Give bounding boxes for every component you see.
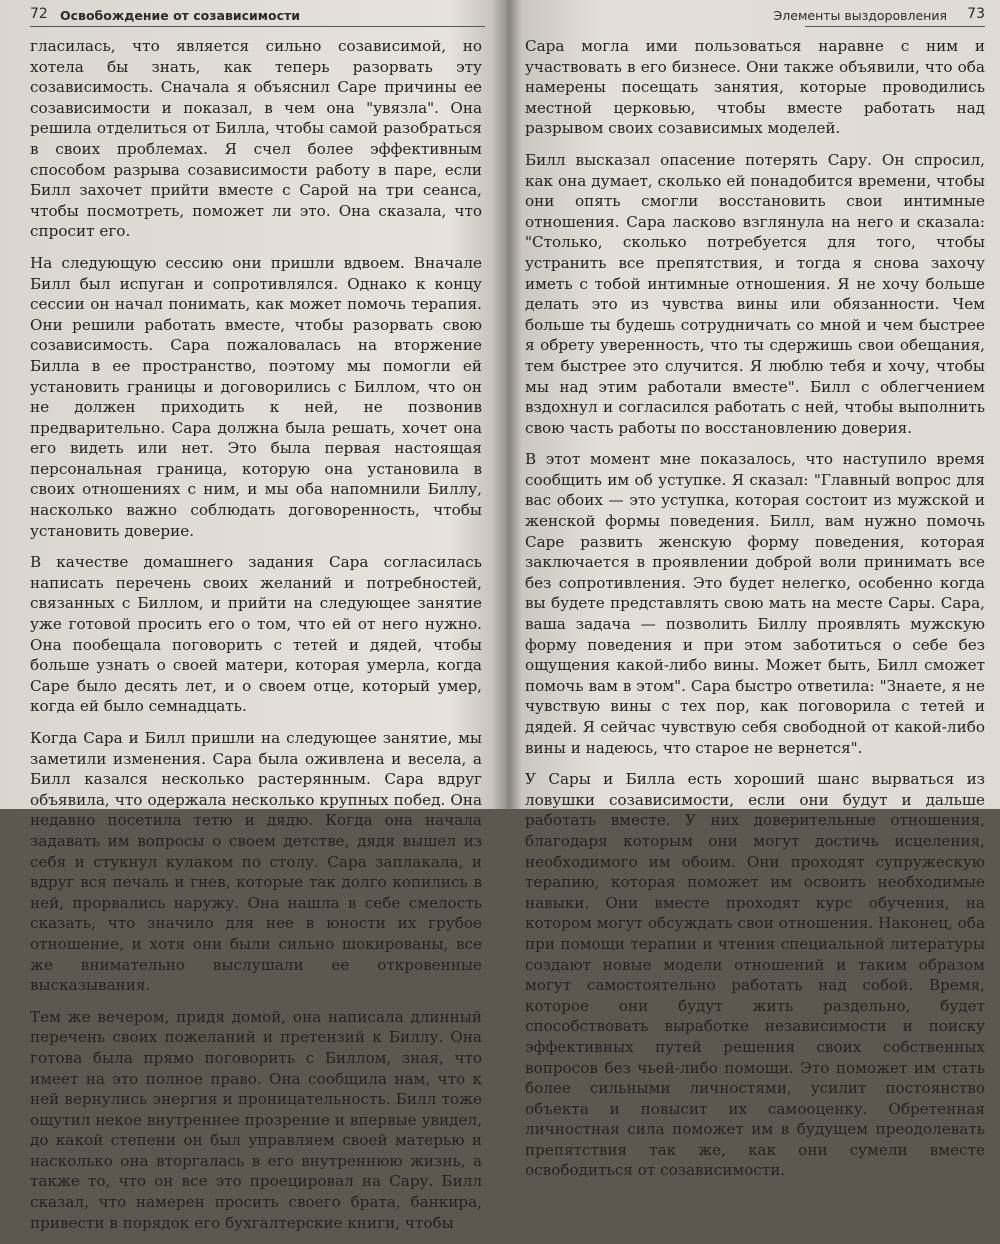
paragraph: Когда Сара и Билл пришли на следующее занятие, мы заметили изменения. Сара была оживлена и весела, а Билл казался несколько растерянным. Сара вдруг объявила, что одержала несколько крупных побед. Она недавно посетила тетю и дядю. Когда она начала задавать им вопросы о своем детстве, дядя вышел из себя и стукнул кулаком по столу. Сара заплакала, и вдруг вся печаль и гнев, которые так долго копились в ней, прорвались наружу. Она нашла в себе смелость сказать, что значило для нее в юности их грубое отношение, и хотя они были сильно шокированы, все же внимательно выслушали ее откровенные высказывания. (30, 729, 482, 995)
right-header-rule (805, 26, 985, 27)
left-running-title: Освобождение от созависимости (60, 8, 301, 23)
paragraph: Билл высказал опасение потерять Сару. Он спросил, как она думает, сколько ей понадобится времени, чтобы они опять смогли восстановить свои интимные отношения. Сара ласково взглянула на него и сказала: "Столько, сколько потребуется для того, чтобы устранить все препятствия, и тогда я снова захочу иметь с тобой интимные отношения. Я не хочу больше делать это из чувства вины или обязанности. Чем больше ты будешь сотрудничать со мной и чем быстрее я обрету уверенность, что ты сдержишь свои обещания, тем быстрее это случится. Я люблю тебя и хочу, чтобы мы над этим работали вместе". Билл с облегчением вздохнул и согласился работать с ней, чтобы выполнить свою часть работы по восстановлению доверия. (525, 150, 985, 437)
right-page-body (525, 36, 985, 1192)
left-header-rule (30, 26, 485, 27)
right-page-number: 73 (967, 6, 985, 22)
paragraph: У Сары и Билла есть хороший шанс вырваться из ловушки созависимости, если они будут и дальше работать вместе. У них доверительные отношения, благодаря которым они могут достичь исцеления, необходимого им обоим. Они проходят супружескую терапию, которая поможет им освоить необходимые навыки. Они вместе проходят курс обучения, на котором могут обсуждать свои отношения. Наконец, оба при помощи терапии и чтения специальной литературы создают новые модели отношений и таким образом могут самостоятельно работать над собой. Время, которое они будут жить раздельно, будет способствовать выработке независимости и поиску эффективных путей решения своих собственных вопросов без чьей-либо помощи. Это поможет им стать более сильными личностями, усилит постоянство объекта и повысит их самооценку. Обретенная личностная сила поможет им в будущем преодолевать препятствия так же, как они сумели вместе освободиться от созависимости. (525, 770, 985, 1180)
right-page (515, 0, 1000, 1180)
left-page (0, 0, 500, 1232)
left-page-header (30, 6, 485, 26)
paragraph: В этот момент мне показалось, что наступило время сообщить им об уступке. Я сказал: "Главный вопрос для вас обоих — это уступка, которая состоит из мужской и женской формы поведения. Билл, вам нужно помочь Саре развить женскую форму поведения, которая заключается в проявлении доброй воли принимать все без сопротивления. Это будет нелегко, особенно когда вы будете представлять свою мать на месте Сары. Сара, ваша задача — позволить Биллу проявлять мужскую форму поведения и при этом заботиться о себе без ощущения какой-либо вины. Может быть, Билл сможет помочь вам в этом". Сара быстро ответила: "Знаете, я не чувствую вины с тех пор, как поговорила с тетей и дядей. Я сейчас чувствую себя свободной от какой-либо вины и надеюсь, что старое не вернется". (525, 450, 985, 757)
paragraph: Тем же вечером, придя домой, она написала длинный перечень своих пожеланий и претензий к Биллу. Она готова была прямо поговорить с Биллом, зная, что имеет на это полное право. Она сообщила нам, что к ней вернулись энергия и проницательность. Билл тоже ощутил некое внутреннее прозрение и впервые увидел, до какой степени он был управляем своей матерью и насколько она вторгалась в его внутреннюю жизнь, а также то, что он все это проецировал на Сару. Билл сказал, что намерен просить своего брата, банкира, привести в порядок его бухгалтерские книги, чтобы (30, 1007, 482, 1232)
paragraph: В качестве домашнего задания Сара согласилась написать перечень своих желаний и потребностей, связанных с Биллом, и прийти на следующее занятие уже готовой просить его о том, что ей от него нужно. Она пообещала поговорить с тетей и дядей, чтобы больше узнать о своей матери, которая умерла, когда Саре было десять лет, и о своем отце, который умер, когда ей было семнадцать. (30, 553, 482, 716)
right-page-header (515, 6, 985, 26)
right-running-title: Элементы выздоровления (773, 8, 947, 23)
left-page-body (30, 36, 482, 1244)
paragraph: гласилась, что является сильно созависимой, но хотела бы знать, как теперь разорвать эту созависимость. Сначала я объяснил Саре причины ее созависимости и показал, в чем она "увязла". Она решила отделиться от Билла, чтобы самой разобраться в своих проблемах. Я счел более эффективным способом разрыва созависимости работу в паре, если Билл захочет прийти вместе с Сарой на три сеанса, чтобы посмотреть, поможет ли это. Она сказала, что спросит его. (30, 37, 482, 241)
paragraph: На следующую сессию они пришли вдвоем. Вначале Билл был испуган и сопротивлялся. Однако к концу сессии он начал понимать, как может помочь терапия. Они решили работать вместе, чтобы разорвать свою созависимость. Сара пожаловалась на вторжение Билла в ее пространство, поэтому мы помогли ей установить границы и договорились с Биллом, что он не должен приходить к ней, не позвонив предварительно. Сара должна была решать, хочет она его видеть или нет. Это была первая настоящая персональная граница, которую она установила в своих отношениях с ним, и мы оба напомнили Биллу, насколько важно соблюдать договоренность, чтобы установить доверие. (30, 253, 482, 540)
left-page-number: 72 (30, 6, 48, 22)
paragraph: Сара могла ими пользоваться наравне с ним и участвовать в его бизнесе. Они также объявили, что оба намерены посещать занятия, которые проводились местной церковью, чтобы вместе работать над разрывом своих созависимых моделей. (525, 37, 985, 138)
